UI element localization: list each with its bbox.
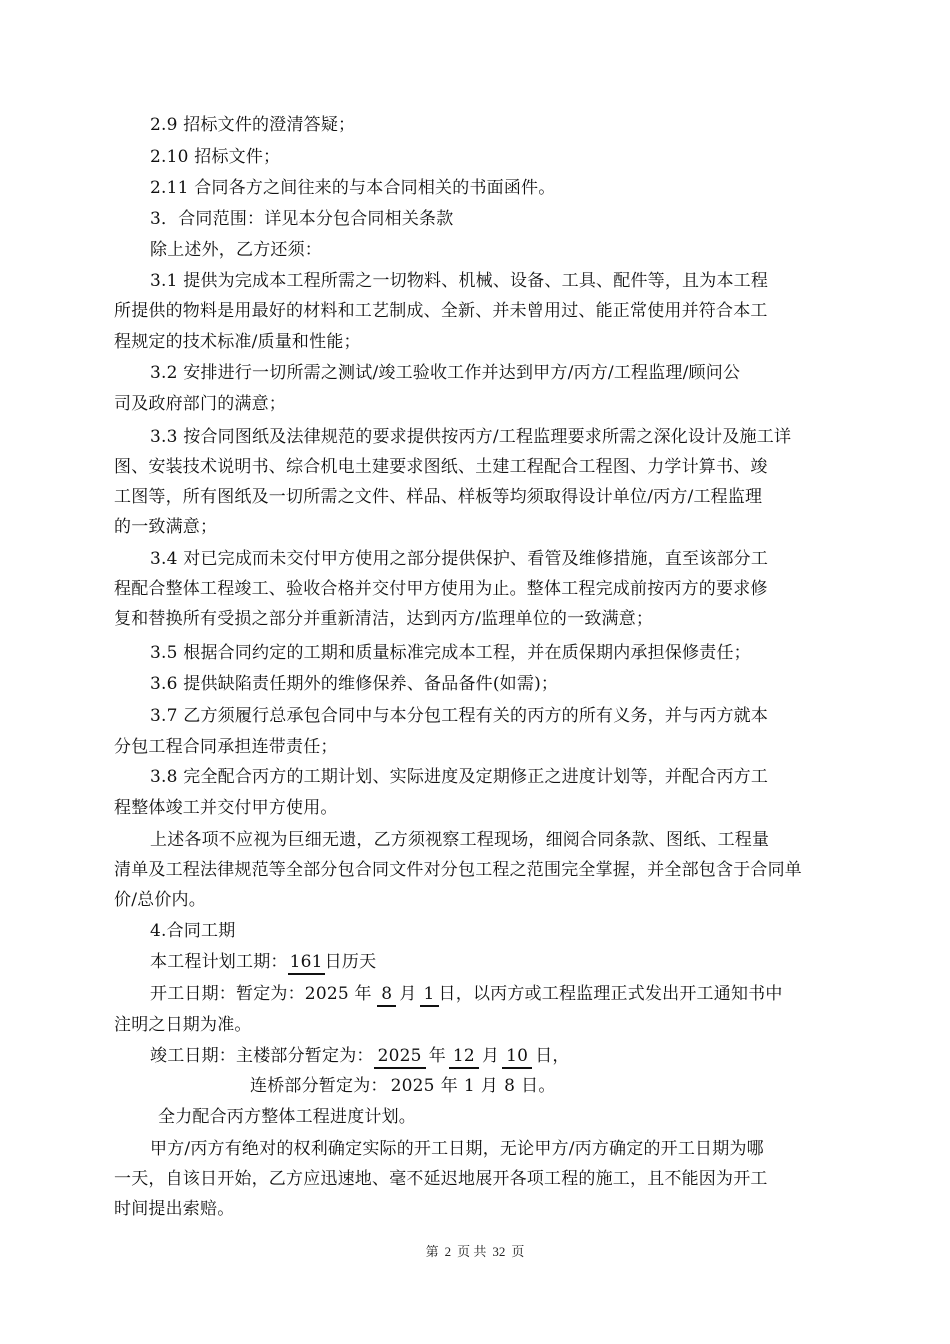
footer-suffix: 页 (511, 1244, 525, 1259)
duration-prefix: 本工程计划工期： (150, 952, 288, 972)
section-heading: 3．合同范围：详见本分包合同相关条款 (150, 209, 454, 229)
completion-main-day: 10 (502, 1045, 532, 1069)
completion-bridge-year-unit: 年 (440, 1076, 458, 1096)
text-line: 图、安装技术说明书、综合机电土建要求图纸、土建工程配合工程图、力学计算书、竣 (114, 457, 768, 477)
completion-main-day-unit: 日， (535, 1046, 570, 1066)
text-line: 一天，自该日开始，乙方应迅速地、毫不延迟地展开各项工程的施工，且不能因为开工 (114, 1169, 768, 1189)
footer-middle: 页 共 (457, 1244, 487, 1259)
text-line: 2.9 招标文件的澄清答疑； (150, 115, 356, 135)
page-footer (0, 1241, 950, 1260)
completion-main-year-unit: 年 (428, 1046, 446, 1066)
completion-bridge-month: 1 (463, 1076, 475, 1096)
completion-main-month: 12 (449, 1045, 479, 1069)
text-line: 3.6 提供缺陷责任期外的维修保养、备品备件(如需)； (150, 674, 559, 694)
completion-bridge-month-unit: 月 (480, 1076, 499, 1096)
footer-total-pages: 32 (492, 1244, 506, 1259)
text-line: 3.5 根据合同约定的工期和质量标准完成本工程，并在质保期内承担保修责任； (150, 643, 751, 663)
text-line: 3.3 按合同图纸及法律规范的要求提供按丙方/工程监理要求所需之深化设计及施工详 (150, 427, 792, 447)
text-line: 清单及工程法律规范等全部分包合同文件对分包工程之范围完全掌握，并全部包含于合同单 (114, 860, 802, 880)
text-line: 程规定的技术标准/质量和性能； (114, 332, 361, 352)
text-line: 除上述外，乙方还须： (150, 240, 322, 260)
start-month-unit: 月 (399, 984, 417, 1004)
text-line: 3.2 安排进行一切所需之测试/竣工验收工作并达到甲方/丙方/工程监理/顾问公 (150, 363, 741, 383)
start-day: 1 (420, 983, 439, 1007)
footer-prefix: 第 (425, 1244, 439, 1259)
completion-bridge-line (250, 1075, 559, 1097)
text-line: 工图等，所有图纸及一切所需之文件、样品、样板等均须取得设计单位/丙方/工程监理 (114, 487, 763, 507)
start-suffix: ，以丙方或工程监理正式发出开工通知书中 (455, 984, 783, 1004)
text-line: 司及政府部门的满意； (114, 394, 286, 414)
text-line: 分包工程合同承担连带责任； (114, 737, 338, 757)
text-line: 全力配合丙方整体工程进度计划。 (158, 1107, 416, 1127)
completion-bridge-day: 8 (504, 1076, 516, 1096)
text-line: 2.11 合同各方之间往来的与本合同相关的书面函件。 (150, 178, 556, 198)
footer-page-number: 2 (444, 1244, 452, 1259)
text-line: 上述各项不应视为巨细无遗，乙方须视察工程现场，细阅合同条款、图纸、工程量 (150, 830, 770, 850)
section-heading: 4.合同工期 (150, 921, 236, 941)
text-line: 程配合整体工程竣工、验收合格并交付甲方使用为止。整体工程完成前按丙方的要求修 (114, 579, 768, 599)
completion-bridge-day-unit: 日。 (521, 1076, 556, 1096)
completion-bridge-prefix: 连桥部分暂定为： (250, 1076, 388, 1096)
duration-suffix: 日历天 (324, 952, 377, 972)
completion-bridge-year: 2025 (390, 1076, 435, 1096)
text-line: 程整体竣工并交付甲方使用。 (114, 798, 338, 818)
completion-main-prefix: 竣工日期：主楼部分暂定为： (150, 1046, 374, 1066)
text-line: 价/总价内。 (114, 890, 206, 910)
text-line: 复和替换所有受损之部分并重新清洁，达到丙方/监理单位的一致满意； (114, 609, 654, 629)
text-line: 3.4 对已完成而未交付甲方使用之部分提供保护、看管及维修措施，直至该部分工 (150, 549, 769, 569)
completion-main-month-unit: 月 (481, 1046, 500, 1066)
text-line: 时间提出索赔。 (114, 1199, 235, 1219)
text-line: 甲方/丙方有绝对的权利确定实际的开工日期，无论甲方/丙方确定的开工日期为哪 (150, 1139, 764, 1159)
text-line: 所提供的物料是用最好的材料和工艺制成、全新、并未曾用过、能正常使用并符合本工 (114, 301, 768, 321)
duration-line (150, 951, 376, 975)
start-month: 8 (377, 983, 396, 1007)
completion-main-year: 2025 (374, 1045, 426, 1069)
completion-main-line (150, 1045, 573, 1069)
text-line: 的一致满意； (114, 517, 218, 537)
text-line: 2.10 招标文件； (150, 147, 281, 167)
text-line: 3.8 完全配合丙方的工期计划、实际进度及定期修正之进度计划等，并配合丙方工 (150, 767, 769, 787)
start-day-unit: 日 (438, 984, 456, 1004)
duration-days: 161 (288, 951, 325, 975)
text-line: 3.7 乙方须履行总承包合同中与本分包工程有关的丙方的所有义务，并与丙方就本 (150, 706, 769, 726)
start-date-line (150, 983, 783, 1007)
text-line: 注明之日期为准。 (114, 1015, 252, 1035)
start-prefix: 开工日期：暂定为：2025 年 (150, 984, 372, 1004)
text-line: 3.1 提供为完成本工程所需之一切物料、机械、设备、工具、配件等，且为本工程 (150, 271, 769, 291)
